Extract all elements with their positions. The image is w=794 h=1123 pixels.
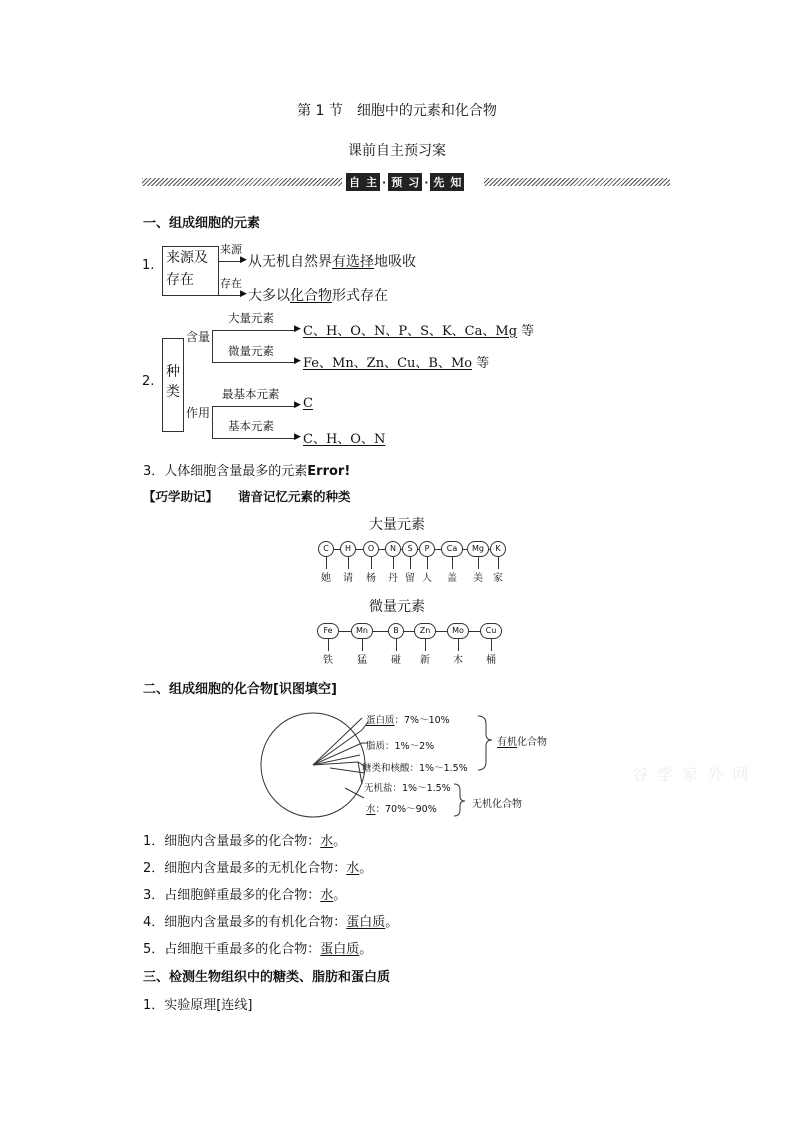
text: 4．细胞内含量最多的有机化合物： (143, 915, 347, 930)
text: 大多以 (248, 288, 290, 304)
item2-number: 2. (142, 374, 155, 389)
element-symbol: Mg (467, 541, 489, 557)
answer: 水 (320, 888, 334, 903)
connector-line (425, 639, 426, 651)
arrow-line (212, 438, 296, 439)
pie-label-lipid: 脂质：1%～2% (366, 741, 435, 752)
inorganic-group-label: 无机化合物 (472, 799, 522, 810)
text: 化合物 (517, 737, 547, 748)
mnemonic-text: 谐音记忆元素的种类 (238, 489, 351, 504)
mnemonic-char: 盖 (447, 573, 457, 584)
element-symbol: Cu (480, 623, 502, 639)
text: 形式存在 (332, 288, 388, 304)
item1-box (162, 246, 219, 296)
connector-line (498, 557, 499, 569)
element-symbol: Fe (317, 623, 339, 639)
item1-number: 1. (142, 258, 155, 273)
section-banner (346, 173, 464, 191)
connector-line (393, 557, 394, 569)
bracket-line (212, 406, 213, 438)
connector-line (328, 639, 329, 651)
banner-sep: · (424, 176, 429, 189)
text: 。 (359, 942, 373, 957)
element-symbol: O (363, 541, 379, 557)
answer: 有选择 (332, 254, 374, 270)
element-symbol: P (419, 541, 435, 557)
basic-answer: C、H、O、N (303, 432, 386, 447)
banner-char: 习 (405, 173, 422, 191)
banner-char: 自 (346, 173, 363, 191)
item1-arrow2 (218, 295, 242, 296)
answer: Fe、Mn、Zn、Cu、B、Mo (303, 356, 473, 371)
text: ：7%～10% (394, 715, 450, 726)
banner-char: 先 (430, 173, 447, 191)
experiment-item1: 1．实验原理[连线] (143, 998, 253, 1013)
connector-line (396, 639, 397, 651)
micro-answer-row (303, 352, 489, 371)
mnemonic-char: 请 (343, 573, 353, 584)
connector-line (458, 639, 459, 651)
arrow-line (212, 362, 296, 363)
item1-branch2 (248, 285, 388, 305)
connector-line (362, 639, 363, 651)
element-symbol: C (318, 541, 334, 557)
mnemonic-char: 桶 (486, 655, 496, 666)
connector-line (427, 557, 428, 569)
item2-group2-label: 作用 (186, 406, 211, 420)
page-title: 第 1 节 细胞中的元素和化合物 (297, 103, 497, 119)
banner-char: 主 (363, 173, 380, 191)
item1-arrow1-label: 来源 (220, 243, 242, 256)
arrow-head-icon: ▶ (294, 432, 301, 442)
text: 3．占细胞鲜重最多的化合物： (143, 888, 321, 903)
connector-line (452, 557, 453, 569)
banner-char: 预 (388, 173, 405, 191)
mnemonic-char: 留 (405, 573, 415, 584)
element-symbol: N (385, 541, 401, 557)
answer: 有机 (497, 737, 517, 748)
organic-group-label (497, 733, 547, 748)
most-basic-answer: C (303, 396, 313, 411)
organic-bracket (478, 716, 492, 770)
page-subtitle: 课前自主预习案 (348, 143, 446, 159)
element-symbol: S (402, 541, 418, 557)
answer: 蛋白质 (346, 915, 386, 930)
mnemonic-char: 家 (493, 573, 503, 584)
mnemonic-char: 铁 (323, 655, 333, 666)
mnemonic-char: 她 (321, 573, 331, 584)
arrow-line (212, 406, 296, 407)
answer: 水 (366, 804, 376, 815)
connector-line (348, 557, 349, 569)
arrow-head-icon: ▶ (294, 356, 301, 366)
connector-line (491, 639, 492, 651)
banner-hatch-left (142, 178, 342, 186)
arrow-line (212, 330, 296, 331)
arrow-head-icon: ▶ (240, 255, 247, 265)
micro-title: 微量元素 (369, 599, 425, 615)
mnemonic-char: 杨 (366, 573, 376, 584)
answer: 化合物 (290, 288, 332, 304)
mnemonic-char: 新 (420, 655, 430, 666)
text: 。 (333, 834, 347, 849)
item3 (143, 460, 350, 479)
pie-leader-line (313, 743, 362, 765)
text: 2．细胞内含量最多的无机化合物： (143, 861, 347, 876)
text: 。 (359, 861, 373, 876)
error-text: Error! (307, 464, 351, 479)
pie-label-water (366, 801, 437, 815)
compound-item (143, 857, 372, 876)
text: 。 (333, 888, 347, 903)
arrow-head-icon: ▶ (294, 324, 301, 334)
item1-branch1 (248, 251, 416, 271)
compound-item (143, 884, 346, 903)
mnemonic-label: 【巧学助记】 (143, 489, 219, 504)
mnemonic-char: 人 (422, 573, 432, 584)
mnemonic-char: 美 (473, 573, 483, 584)
element-symbol: Ca (441, 541, 463, 557)
mnemonic-char: 猛 (357, 655, 367, 666)
element-symbol: Mo (447, 623, 469, 639)
banner-hatch-right (484, 178, 670, 186)
item2-group1-label: 含量 (186, 330, 211, 344)
text: 1．细胞内含量最多的化合物： (143, 834, 321, 849)
connector-line (410, 557, 411, 569)
text: 5．占细胞干重最多的化合物： (143, 942, 321, 957)
mnemonic-char: 丹 (388, 573, 398, 584)
text: 等 (521, 324, 535, 339)
answer: C、H、O、N、P、S、K、Ca、Mg (303, 324, 518, 339)
text: 从无机自然界 (248, 254, 332, 270)
item1-box-line2: 存在 (166, 272, 194, 288)
element-symbol: H (340, 541, 356, 557)
inorganic-bracket (454, 784, 465, 816)
micro-label: 微量元素 (228, 344, 274, 358)
text: ：70%～90% (375, 804, 437, 815)
banner-char: 知 (447, 173, 464, 191)
basic-label: 基本元素 (228, 419, 274, 433)
item1-box-line1: 来源及 (166, 250, 208, 266)
macro-label: 大量元素 (228, 311, 274, 325)
text: 3．人体细胞含量最多的元素 (143, 464, 308, 479)
arrow-head-icon: ▶ (294, 400, 301, 410)
pie-lines (313, 718, 368, 798)
answer: 蛋白质 (366, 715, 395, 726)
bracket-line (212, 330, 213, 362)
macro-title: 大量元素 (369, 517, 425, 533)
compound-item (143, 830, 346, 849)
connector-line (371, 557, 372, 569)
section-heading-elements: 一、组成细胞的元素 (143, 216, 261, 231)
item2-box-line1: 种 (166, 364, 180, 380)
most-basic-label: 最基本元素 (222, 387, 280, 401)
text: 地吸收 (374, 254, 416, 270)
compound-item (143, 938, 372, 957)
connector-line (478, 557, 479, 569)
answer: 蛋白质 (320, 942, 360, 957)
mnemonic-char: 木 (453, 655, 463, 666)
pie-label-salt: 无机盐：1%～1.5% (364, 783, 451, 794)
banner-sep: · (382, 176, 387, 189)
watermark: 谷 学 家 外 网 (632, 765, 751, 784)
item1-arrow1 (218, 261, 242, 262)
compound-item (143, 911, 398, 930)
macro-answer-row (303, 320, 534, 339)
pie-leader-line (313, 718, 362, 765)
element-symbol: K (490, 541, 506, 557)
text: 。 (385, 915, 399, 930)
element-symbol: B (388, 623, 404, 639)
section-heading-experiment: 三、检测生物组织中的糖类、脂肪和蛋白质 (143, 970, 391, 985)
pie-label-protein (366, 712, 450, 726)
connector-line (326, 557, 327, 569)
arrow-head-icon: ▶ (240, 289, 247, 299)
element-symbol: Mn (351, 623, 373, 639)
text: 等 (476, 356, 490, 371)
item2-box (162, 338, 184, 432)
mnemonic-char: 碰 (391, 655, 401, 666)
pie-label-sugar: 糖类和核酸：1%～1.5% (362, 763, 468, 774)
item2-box-line2: 类 (166, 384, 180, 400)
answer: 水 (346, 861, 360, 876)
item1-arrow2-label: 存在 (220, 277, 242, 290)
section-heading-compounds: 二、组成细胞的化合物[识图填空] (143, 682, 337, 697)
element-symbol: Zn (414, 623, 436, 639)
answer: 水 (320, 834, 334, 849)
